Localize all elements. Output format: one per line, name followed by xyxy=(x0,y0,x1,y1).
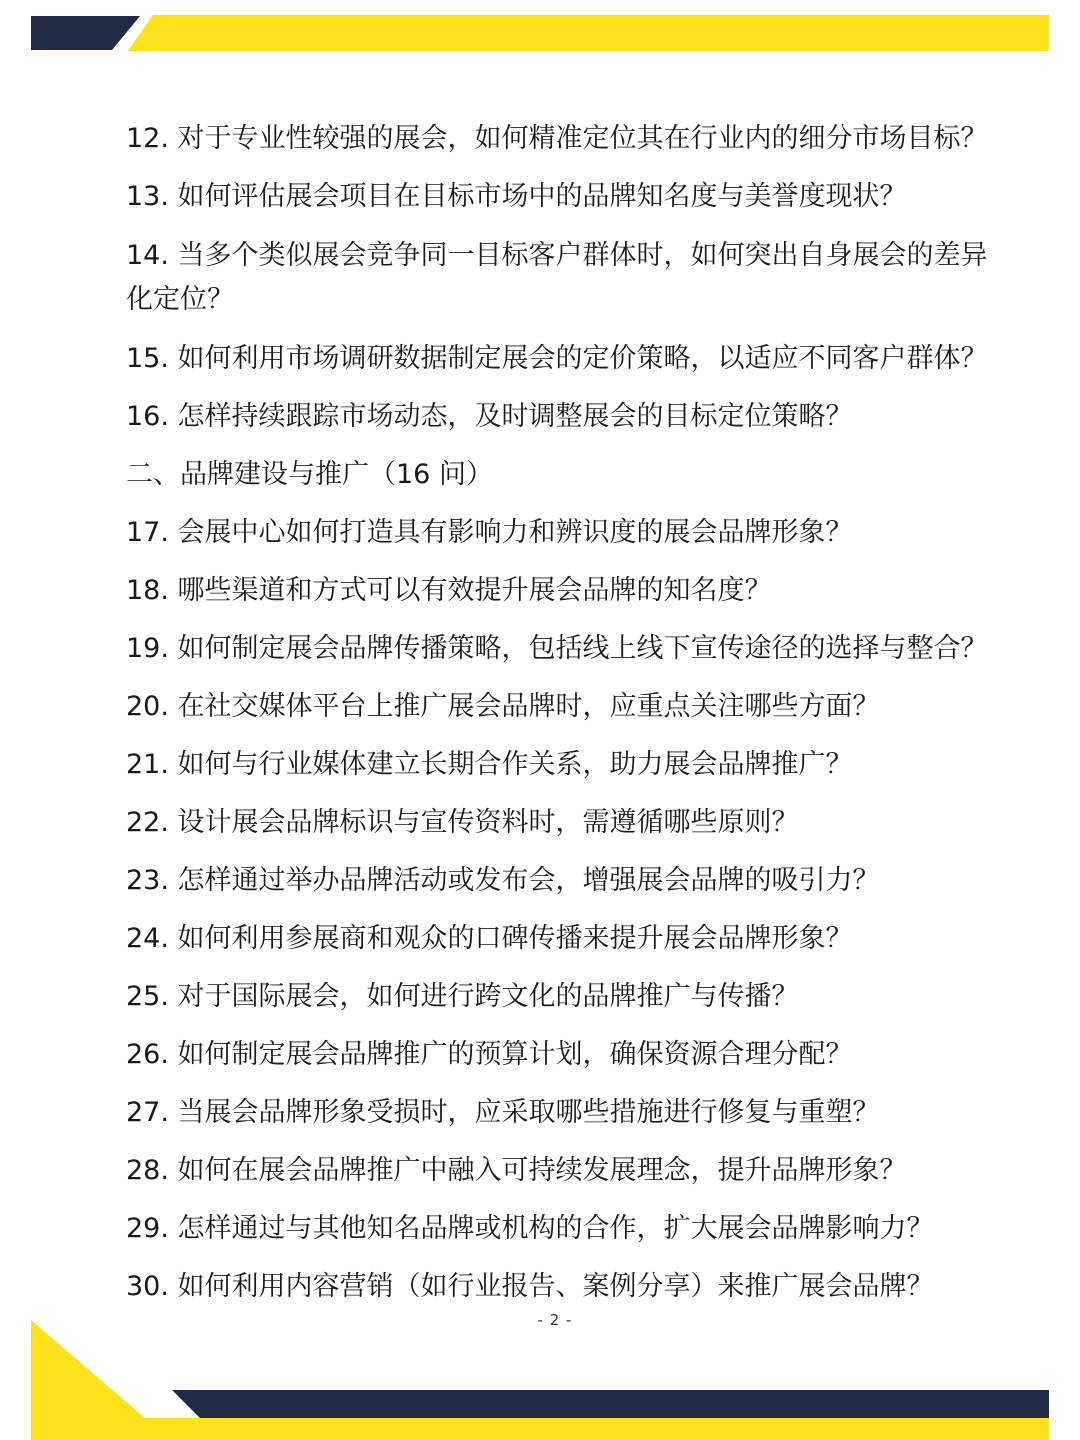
question-30: 30. 如何利用内容营销（如行业报告、案例分享）来推广展会品牌？ xyxy=(126,1271,934,1302)
question-27: 27. 当展会品牌形象受损时，应采取哪些措施进行修复与重塑？ xyxy=(126,1097,880,1128)
section-heading: 二、品牌建设与推广（16 问） xyxy=(126,459,493,490)
document-body xyxy=(126,118,1006,1324)
bottom-decor-band xyxy=(0,1310,1080,1440)
top-navy-shape xyxy=(31,16,140,50)
page-number: - 2 - xyxy=(537,1311,573,1329)
question-29: 29. 怎样通过与其他知名品牌或机构的合作，扩大展会品牌影响力？ xyxy=(126,1213,934,1244)
question-16: 16. 怎样持续跟踪市场动态，及时调整展会的目标定位策略？ xyxy=(126,401,853,432)
question-21: 21. 如何与行业媒体建立长期合作关系，助力展会品牌推广？ xyxy=(126,749,853,780)
question-20: 20. 在社交媒体平台上推广展会品牌时，应重点关注哪些方面？ xyxy=(126,691,880,722)
question-15: 15. 如何利用市场调研数据制定展会的定价策略，以适应不同客户群体？ xyxy=(126,343,988,374)
question-22: 22. 设计展会品牌标识与宣传资料时，需遵循哪些原则？ xyxy=(126,807,799,838)
question-26: 26. 如何制定展会品牌推广的预算计划，确保资源合理分配？ xyxy=(126,1039,853,1070)
bottom-yellow-shape xyxy=(31,1320,1049,1440)
question-12: 12. 对于专业性较强的展会，如何精准定位其在行业内的细分市场目标？ xyxy=(126,123,988,154)
top-decor-band xyxy=(0,0,1080,60)
question-19: 19. 如何制定展会品牌传播策略，包括线上线下宣传途径的选择与整合？ xyxy=(126,633,988,664)
question-23: 23. 怎样通过举办品牌活动或发布会，增强展会品牌的吸引力？ xyxy=(126,865,880,896)
question-24: 24. 如何利用参展商和观众的口碑传播来提升展会品牌形象？ xyxy=(126,923,853,954)
question-14: 14. 当多个类似展会竞争同一目标客户群体时，如何突出自身展会的差异化定位？ xyxy=(126,240,988,315)
question-18: 18. 哪些渠道和方式可以有效提升展会品牌的知名度？ xyxy=(126,575,772,606)
question-28: 28. 如何在展会品牌推广中融入可持续发展理念，提升品牌形象？ xyxy=(126,1155,907,1186)
question-17: 17. 会展中心如何打造具有影响力和辨识度的展会品牌形象？ xyxy=(126,517,853,548)
top-yellow-shape xyxy=(128,15,1049,51)
question-13: 13. 如何评估展会项目在目标市场中的品牌知名度与美誉度现状？ xyxy=(126,181,907,212)
question-25: 25. 对于国际展会，如何进行跨文化的品牌推广与传播？ xyxy=(126,981,799,1012)
bottom-navy-shape xyxy=(172,1390,1049,1418)
